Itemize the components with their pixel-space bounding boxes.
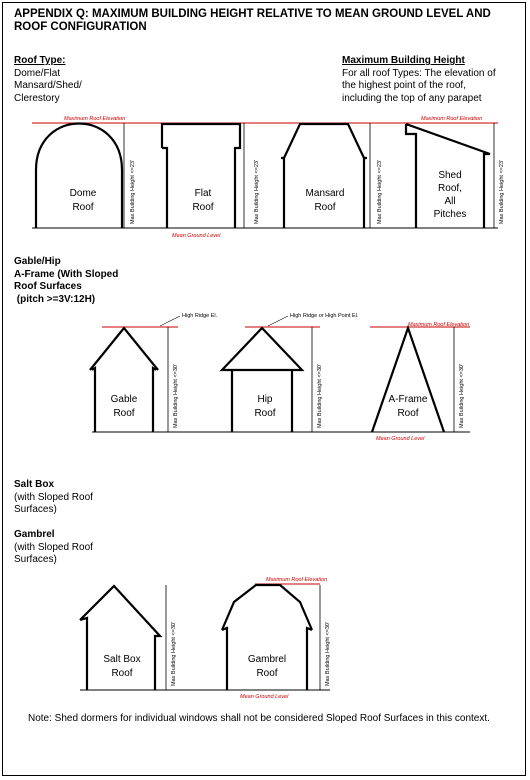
gable-hip-line: (pitch >=3V:12H) — [14, 293, 96, 305]
shed-label: All — [444, 196, 456, 207]
shed-label: Roof, — [438, 183, 462, 194]
max-roof-elevation-label: Maximum Roof Elevation — [408, 322, 470, 328]
gable-label: Roof — [113, 408, 135, 419]
roof-type-line: Clerestory — [14, 92, 60, 104]
leader-line — [160, 316, 180, 326]
mean-ground-label: Mean Ground Level — [172, 233, 221, 239]
gambrel-height-label: Max Building Height <=30' — [325, 621, 331, 686]
gambrel-heading: Gambrel — [14, 529, 55, 540]
max-height-line: For all roof Types: The elevation of — [342, 67, 496, 79]
shed-label: Pitches — [433, 209, 467, 220]
max-roof-elevation-label: Maximum Roof Elevation — [266, 577, 328, 583]
gable-label: Gable — [110, 394, 138, 405]
flat-label: Roof — [192, 202, 214, 213]
max-roof-elevation-label: Maximum Roof Elevation — [64, 116, 126, 122]
mean-ground-label: Mean Ground Level — [376, 436, 425, 442]
mansard-label: Roof — [314, 202, 336, 213]
flat-label: Flat — [194, 188, 212, 199]
roof-type-heading: Roof Type: — [14, 55, 66, 66]
note: Note: Shed dormers for individual windows shall not be considered Sloped Roof Surfaces in this context. — [28, 713, 490, 724]
aframe-height-label: Max Building Height <=30' — [459, 363, 465, 428]
shed-label: Shed — [438, 170, 462, 181]
gambrel-label: Gambrel — [247, 654, 287, 665]
hip-label: Hip — [257, 394, 273, 405]
saltbox-sub: Surfaces) — [14, 504, 57, 515]
high-ridge-label: High Ridge or High Point El. — [290, 313, 359, 319]
mean-ground-label: Mean Ground Level — [240, 694, 289, 700]
max-height-line: including the top of any parapet — [342, 92, 482, 104]
mansard-height-label: Max Building Height <=23' — [377, 159, 383, 224]
max-height-heading: Maximum Building Height — [342, 55, 465, 66]
saltbox-label: Salt Box — [103, 654, 141, 665]
hip-label: Roof — [254, 408, 276, 419]
saltbox-heading: Salt Box — [14, 479, 55, 490]
gambrel-label: Roof — [256, 668, 278, 679]
shed-height-label: Max Building Height <=23' — [499, 159, 505, 224]
saltbox-sub: (with Sloped Roof — [14, 491, 93, 503]
max-height-line: the highest point of the roof, — [342, 80, 466, 91]
high-ridge-label: High Ridge El. — [182, 313, 218, 319]
saltbox-height-label: Max Building Height <=30' — [171, 621, 177, 686]
flat-height-label: Max Building Height <=23' — [254, 159, 260, 224]
leader-line — [268, 316, 288, 326]
aframe-label: A-Frame — [388, 394, 428, 405]
dome-label: Dome — [69, 188, 97, 199]
page-title: APPENDIX Q: MAXIMUM BUILDING HEIGHT RELATIVE TO MEAN GROUND LEVEL AND ROOF CONFIGURATION — [14, 8, 491, 33]
max-roof-elevation-label: Maximum Roof Elevation — [421, 116, 483, 122]
dome-height-label: Max Building Height <=23' — [130, 159, 136, 224]
gambrel-sub: Surfaces) — [14, 554, 57, 565]
roof-type-line: Dome/Flat — [14, 67, 61, 79]
gable-hip-line: Roof Surfaces — [14, 281, 82, 292]
gable-hip-line: A-Frame (With Sloped — [14, 268, 119, 280]
gable-hip-line: Gable/Hip — [14, 256, 61, 267]
aframe-label: Roof — [397, 408, 419, 419]
roof-type-line: Mansard/Shed/ — [14, 80, 82, 91]
gambrel-sub: (with Sloped Roof — [14, 541, 93, 553]
gable-height-label: Max Building Height <=30' — [173, 363, 179, 428]
hip-height-label: Max Building Height <=30' — [317, 363, 323, 428]
dome-label: Roof — [72, 202, 94, 213]
saltbox-label: Roof — [111, 668, 133, 679]
mansard-label: Mansard — [305, 188, 345, 199]
